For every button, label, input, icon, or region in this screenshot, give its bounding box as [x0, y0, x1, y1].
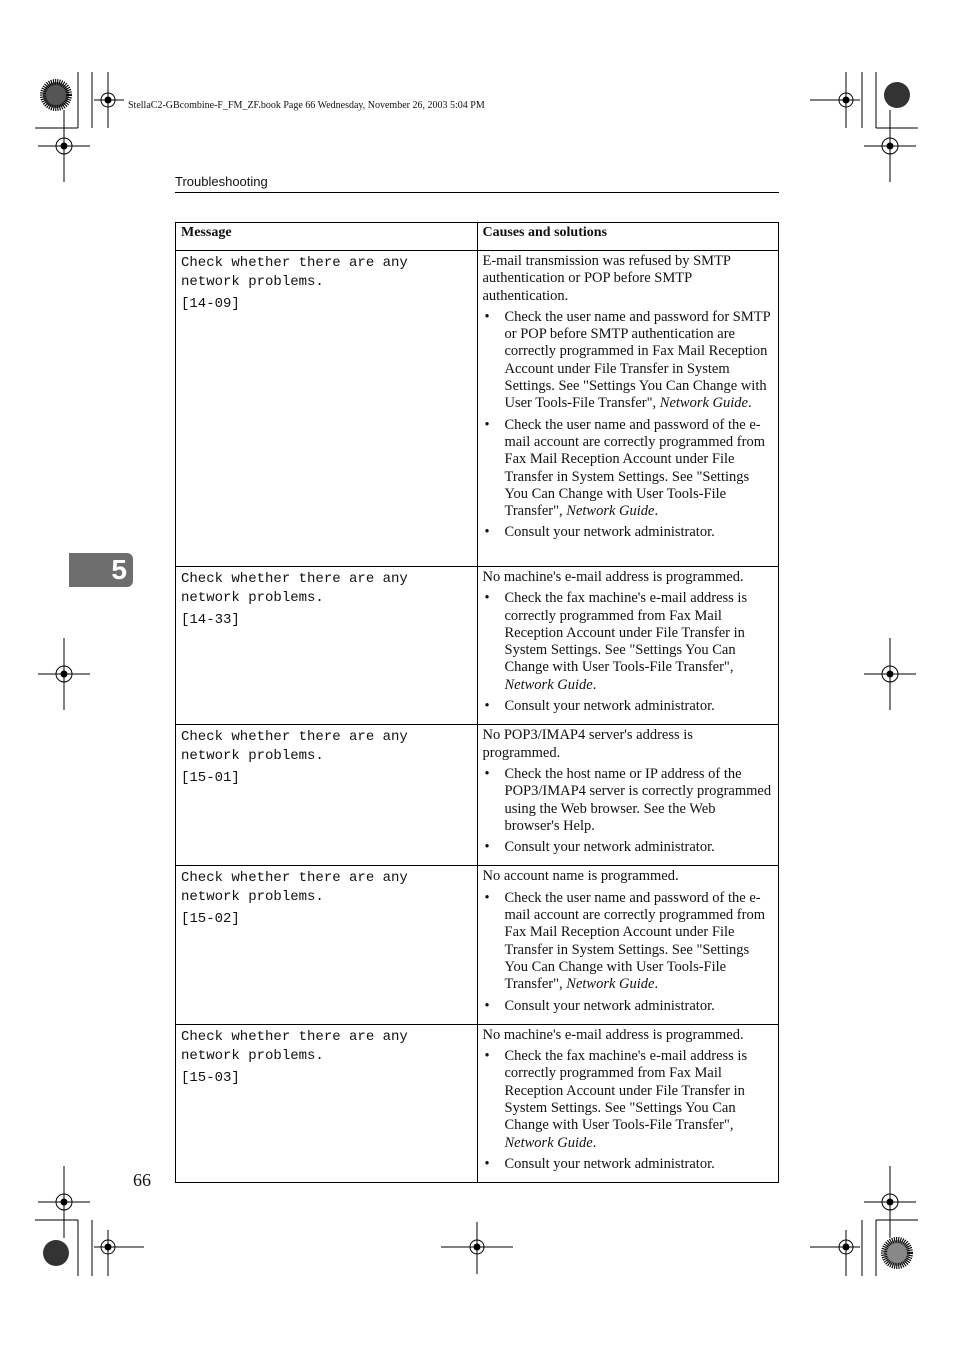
solution-text: Check the user name and password of the e-mail account are correctly programmed from Fax Mail Reception Account under File Transfer in System Settings. See "Settings You Can Change with User Tools-File Transfer",: [504, 416, 765, 520]
error-code: [14-09]: [181, 296, 240, 312]
solution-text: Check the user name and password of the e-mail account are correctly programmed from Fax Mail Reception Account under File Transfer in System Settings. See "Settings You Can Change with User Tools-File Transfer",: [504, 889, 765, 993]
message-label: Check whether there are any network problems.: [181, 571, 417, 606]
guide-reference: Network Guide: [566, 503, 655, 520]
cause-intro: No machine's e-mail address is programmed.: [482, 1026, 744, 1043]
solution-end: .: [592, 1134, 597, 1151]
solution-text: Check the user name and password for SMTP or POP before SMTP authentication are correctly programmed in Fax Mail Reception Account under File Transfer in System Settings. See "Settings You Can Change with User Tools-File Transfer",: [504, 308, 771, 412]
solution-item: [483, 839, 774, 856]
message-cell: [176, 251, 478, 567]
solution-item: [483, 998, 774, 1015]
solution-item: [483, 590, 774, 694]
causes-cell: [477, 866, 779, 1024]
solution-item: [483, 1156, 774, 1173]
message-text: [176, 725, 477, 788]
guide-reference: Network Guide: [566, 976, 655, 993]
table-row: [176, 251, 779, 567]
solution-text: Consult your network administrator.: [504, 698, 715, 715]
cause-intro: No machine's e-mail address is programmed.: [482, 569, 744, 585]
table-header-row: [176, 223, 779, 251]
message-text: [176, 567, 477, 630]
causes-cell: [477, 1024, 779, 1182]
solution-item: [483, 698, 774, 715]
solution-item: [483, 890, 774, 994]
solution-item: [483, 309, 774, 413]
error-code: [14-33]: [181, 612, 240, 628]
solution-list: [483, 590, 774, 715]
message-table: [175, 222, 779, 1183]
message-label: Check whether there are any network problems.: [181, 255, 417, 290]
guide-reference: Network Guide: [504, 1134, 593, 1151]
solution-text: Consult your network administrator.: [504, 839, 715, 856]
solution-end: .: [747, 395, 752, 412]
cause-intro: No POP3/IMAP4 server's address is programmed.: [482, 727, 693, 761]
guide-reference: Network Guide: [659, 395, 748, 412]
solution-end: .: [654, 976, 659, 993]
message-cell: [176, 1024, 478, 1182]
causes-cell: [477, 725, 779, 866]
column-header-causes: Causes and solutions: [477, 223, 779, 251]
solution-text: Check the fax machine's e-mail address is correctly programmed from Fax Mail Reception Account under File Transfer in System Settings. See "Settings You Can Change with User Tools-File Transfer",: [504, 1048, 748, 1134]
page-number: 66: [133, 1170, 151, 1190]
column-header-message: Message: [176, 223, 478, 251]
solution-text: Consult your network administrator.: [504, 997, 715, 1014]
solution-list: [483, 1048, 774, 1173]
message-text: [176, 251, 477, 314]
message-label: Check whether there are any network problems.: [181, 729, 417, 765]
causes-cell: [477, 567, 779, 725]
causes-cell: [477, 251, 779, 567]
table-row: [176, 1024, 779, 1182]
cause-intro: E-mail transmission was refused by SMTP authentication or POP before SMTP authentication.: [482, 253, 731, 304]
message-cell: [176, 567, 478, 725]
print-info: StellaC2-GBcombine-F_FM_ZF.book Page 66 Wednesday, November 26, 2003 5:04 PM: [128, 100, 485, 111]
header-rule: [175, 192, 779, 193]
message-text: [176, 1025, 477, 1088]
solution-item: [483, 1048, 774, 1152]
solution-list: [483, 309, 774, 542]
table-row: [176, 866, 779, 1024]
table-row: [176, 567, 779, 725]
chapter-tab: [69, 553, 133, 587]
solution-list: [483, 766, 774, 856]
solution-item: [483, 766, 774, 835]
solution-text: Check the host name or IP address of the POP3/IMAP4 server is correctly programmed using the Web browser. See the Web browser's Help.: [504, 765, 772, 834]
solution-end: .: [592, 676, 597, 693]
error-code: [15-01]: [181, 770, 240, 787]
solution-text: Check the fax machine's e-mail address is correctly programmed from Fax Mail Reception Account under File Transfer in System Settings. See "Settings You Can Change with User Tools-File Transfer",: [504, 590, 748, 676]
message-cell: [176, 866, 478, 1024]
solution-text: Consult your network administrator.: [504, 1155, 715, 1172]
solution-list: [483, 890, 774, 1015]
solution-item: [483, 524, 774, 541]
section-header: Troubleshooting: [175, 174, 268, 189]
table-row: [176, 725, 779, 866]
solution-text: Consult your network administrator.: [504, 524, 715, 541]
chapter-number: 5: [111, 554, 127, 585]
guide-reference: Network Guide: [504, 676, 593, 693]
message-label: Check whether there are any network problems.: [181, 1028, 417, 1064]
solution-item: [483, 417, 774, 521]
error-code: [15-02]: [181, 911, 240, 928]
table-body: [176, 251, 779, 1183]
message-label: Check whether there are any network problems.: [181, 870, 417, 906]
message-text: [176, 866, 477, 929]
message-cell: [176, 725, 478, 866]
solution-end: .: [654, 503, 659, 520]
error-code: [15-03]: [181, 1069, 240, 1086]
cause-intro: No account name is programmed.: [482, 868, 679, 885]
